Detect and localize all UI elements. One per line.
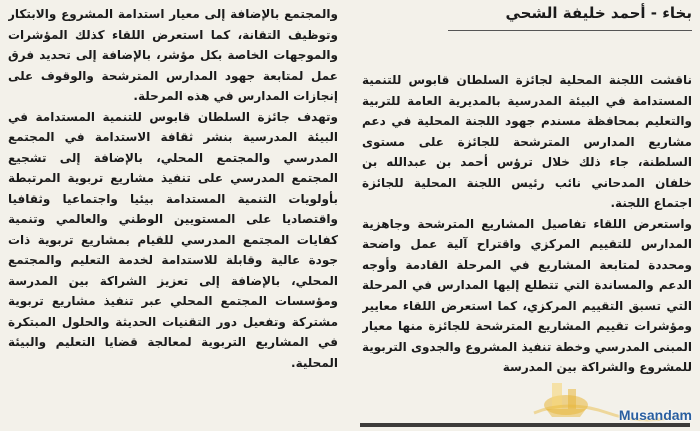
next-line-fragment <box>360 423 690 431</box>
watermark-text: Musandam <box>618 407 692 423</box>
article-paragraph: واستعرض اللقاء تفاصيل المشاريع المترشحة وجاهزية المدارس للتقييم المركزي واقتراح آلية عمل واضحة ومحددة لمتابعة المشاريع في المرحلة القادمة وأوجه الدعم والمساندة التي تتطلع إليها المدارس في المرحلة التي تسبق التقييم المركزي، كما استعرض اللقاء معايير ومؤشرات تقييم المشاريع المترشحة للجائزة منها معيار المبنى المدرسي وخطة تنفيذ المشروع والجدوى التربوية للمشروع والشراكة بين المدرسة <box>362 216 692 374</box>
article-byline: بخاء - أحمد خليفة الشحي <box>505 4 692 22</box>
article-column-right <box>362 70 692 425</box>
article-column-left <box>8 4 338 394</box>
article-paragraph: ناقشت اللجنة المحلية لجائزة السلطان قابوس للتنمية المستدامة في البيئة المدرسية بالمديرية العامة للتربية والتعليم بمحافظة مسندم جهود اللجنة المحلية في دعم مشاريع المدارس المترشحة للجائزة على مستوى السلطنة، جاء ذلك خلال ترؤس أحمد بن عبدالله بن خلفان المدحاني نائب رئيس اللجنة المحلية للجائزة اجتماع اللجنة. <box>362 73 692 210</box>
byline-divider <box>448 30 692 31</box>
article-paragraph: والمجتمع بالإضافة إلى معيار استدامة المشروع والابتكار وتوظيف التقانة، كما استعرض اللقاء كذلك المؤشرات والموجهات الخاصة بكل مؤشر، بالإضافة إلى تحديد فرق عمل لمتابعة جهود المدارس المترشحة والوقوف على إنجازات المدارس في هذه المرحلة. <box>8 7 338 103</box>
article-paragraph: وتهدف جائزة السلطان قابوس للتنمية المستدامة في البيئة المدرسية بنشر ثقافة الاستدامة في المجتمع المدرسي والمجتمع المحلي، بالإضافة إلى تشجيع المجتمع المدرسي على تنفيذ مشاريع تربوية المرتبطة بأولويات التنمية المستدامة بيئيا واجتماعيا وثقافيا واقتصاديا على المستويين الوطني والعالمي وتنمية كفايات المجتمع المدرسي للقيام بمشاريع تربوية ذات جودة عالية وقابلة للاستدامة لخدمة التعليم والمجتمع المحلي، بالإضافة إلى تعزيز الشراكة بين المدرسة ومؤسسات المجتمع المحلي عبر تنفيذ مشاريع تربوية مشتركة وتفعيل دور التقنيات الحديثة والحلول المبتكرة في المشاريع التربوية لمعالجة قضايا التعليم والبيئة المحلية. <box>8 109 338 370</box>
